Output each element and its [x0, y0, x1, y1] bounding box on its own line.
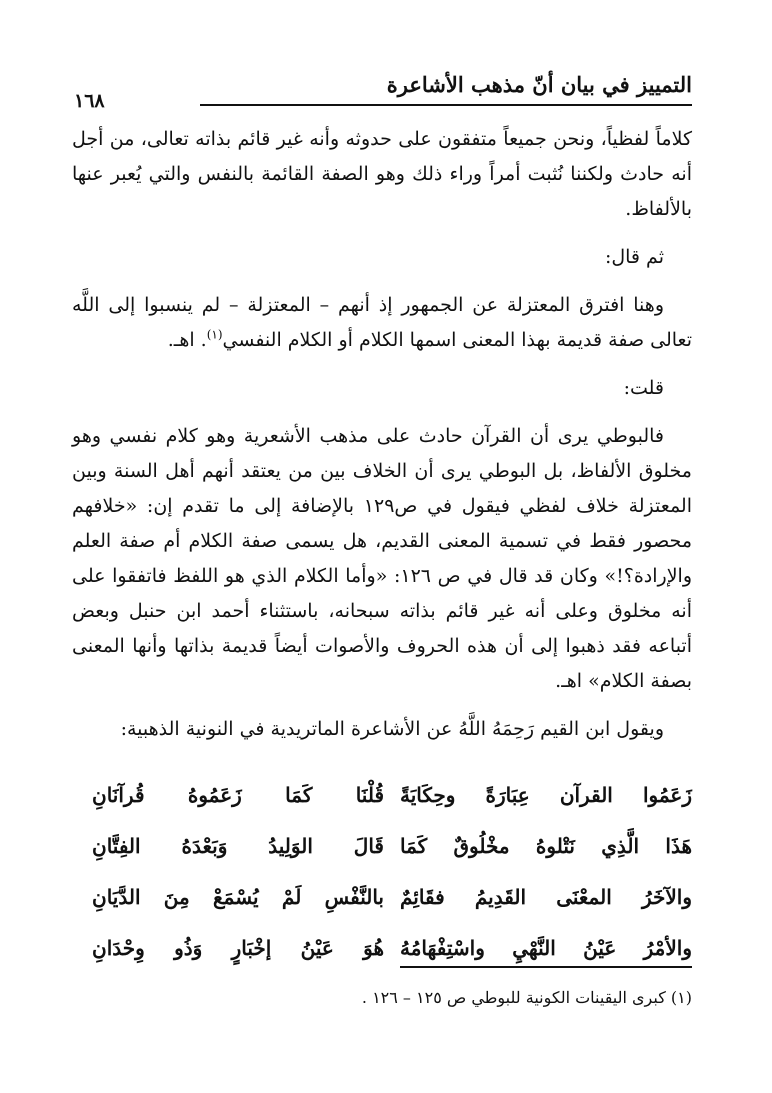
running-title: التمييز في بيان أنّ مذهب الأشاعرة	[386, 72, 692, 97]
footnote-ref: (١)	[206, 327, 223, 342]
verse-first-hemistich: والآخَرُ المعْنَى القَدِيمُ فقَائِمٌ	[400, 885, 692, 909]
paragraph: ويقول ابن القيم رَحِمَهُ اللَّهُ عن الأشاعرة الماتريدية في النونية الذهبية:	[120, 718, 664, 740]
verse-second-hemistich: قَالَ الوَلِيدُ وَبَعْدَهُ الفِتَّانِ	[92, 834, 384, 858]
poem-verses	[92, 770, 692, 974]
verse-second-hemistich: هُوَ عَيْنُ إخْبَارٍ وَذُو وِحْدَانِ	[92, 936, 384, 960]
paragraph: ثم قال:	[604, 246, 664, 268]
paragraph: قلت:	[623, 377, 664, 399]
verse-first-hemistich: هَذَا الَّذِي نَتْلوهُ مخْلُوقٌ كَمَا	[400, 834, 692, 858]
verse-line	[92, 872, 692, 923]
paragraph: فالبوطي يرى أن القرآن حادث على مذهب الأشعرية وهو كلام نفسي وهو مخلوق الألفاظ، بل البوطي يرى أن الخلاف بين من يعتقد أنهم أهل السنة وبين المعتزلة خلاف لفظي فيقول في ص١٢٩ بالإضافة إلى ما تقدم إن: «خلافهم محصور فقط في تسمية المعنى القديم، هل يسمى صفة الكلام أم صفة العلم والإرادة؟!» وكان قد قال في ص ١٢٦: «وأما الكلام الذي هو اللفظ فاتفقوا على أنه مخلوق وعلى أنه غير قائم بذاته سبحانه، باستثناء أحمد ابن حنبل وبعض أتباعه فقد ذهبوا إلى أن هذه الحروف والأصوات أيضاً قديمة بذاتها وأنها المعنى بصفة الكلام» اهـ.	[72, 425, 693, 692]
verse-first-hemistich: زَعَمُوا القرآن عِبَارَةً وحِكَايَةً	[400, 783, 692, 807]
running-header	[72, 68, 692, 112]
paragraph: وهنا افترق المعتزلة عن الجمهور إذ أنهم – المعتزلة – لم ينسبوا إلى اللَّه تعالى صفة قديمة بهذا المعنى اسمها الكلام أو الكلام النفسي$^{(١)}$. اهـ.	[72, 294, 692, 351]
footnote: (١) كبرى اليقينات الكونية للبوطي ص ١٢٥ – ١٢٦ .	[361, 988, 692, 1007]
verse-first-hemistich: والأمْرُ عَيْنُ النَّهْيِ واسْتِفْهَامُهُ	[400, 936, 692, 960]
footnote-rule	[400, 966, 692, 968]
page-number: ١٦٨	[74, 90, 105, 112]
verse-second-hemistich: قُلْنَا كَمَا زَعَمُوهُ قُرآنَانِ	[92, 783, 384, 807]
paragraph: كلاماً لفظياً، ونحن جميعاً متفقون على حدوثه وأنه غير قائم بذاته تعالى، من أجل أنه حادث ولكننا نُثبت أمراً وراء ذلك وهو الصفة القائمة بالنفس والتي يُعبر عنها بالألفاظ.	[72, 128, 692, 220]
verse-line	[92, 770, 692, 821]
verse-second-hemistich: بالنَّفْسِ لَمْ يُسْمَعْ مِنَ الدَّيَانِ	[92, 885, 384, 909]
verse-line	[92, 821, 692, 872]
body-text	[72, 122, 692, 760]
